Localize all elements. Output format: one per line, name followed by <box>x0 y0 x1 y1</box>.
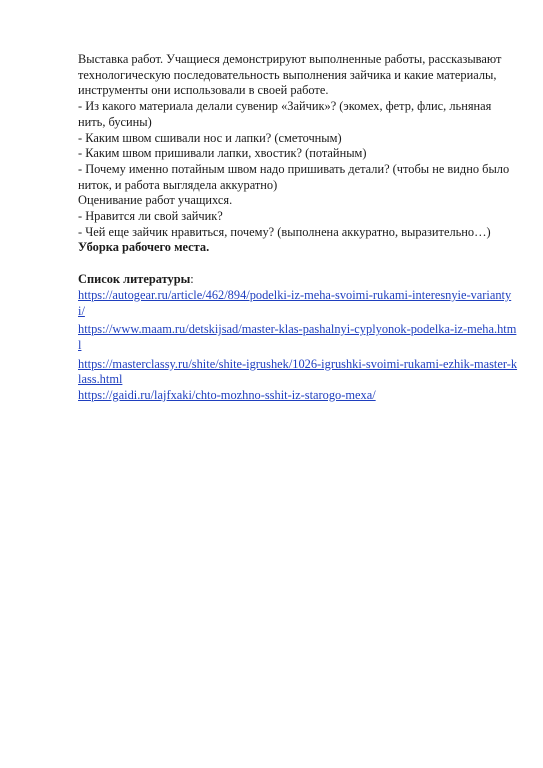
literature-link-gaidi[interactable]: https://gaidi.ru/lajfxaki/chto-mozhno-sshit-iz-starogo-mexa/ <box>78 388 376 403</box>
question-whose-else: - Чей еще зайчик нравиться, почему? (выполнена аккуратно, выразительно…) <box>78 224 491 239</box>
literature-list <box>78 288 518 404</box>
paragraph-exhibition: Выставка работ. Учащиеся демонстрируют выполненные работы, рассказывают технологическую последовательность выполнения зайчика и какие материалы, инструменты они использовали в своей работе. <box>78 52 502 98</box>
spacer <box>78 256 518 272</box>
literature-heading-text: Список литературы <box>78 272 191 287</box>
literature-link-masterclassy[interactable]: https://masterclassy.ru/shite/shite-igrushek/1026-igrushki-svoimi-rukami-ezhik-master-klass.html <box>78 356 518 387</box>
cleanup-heading: Уборка рабочего места. <box>78 240 210 255</box>
question-why-hidden-seam: - Почему именно потайным швом надо пришивать детали? (чтобы не видно было ниток, и работа выглядела аккуратно) <box>78 161 510 192</box>
literature-heading-colon: : <box>190 272 194 287</box>
question-paws-seam: - Каким швом пришивали лапки, хвостик? (потайным) <box>78 146 367 161</box>
question-nose-seam: - Каким швом сшивали нос и лапки? (сметочным) <box>78 130 342 145</box>
literature-link-autogear[interactable]: https://autogear.ru/article/462/894/podelki-iz-meha-svoimi-rukami-interesnyie-variantyi/ <box>78 287 512 318</box>
question-material: - Из какого материала делали сувенир «Зайчик»? (экомех, фетр, флис, льняная нить, бусины) <box>78 99 492 129</box>
question-like-own: - Нравится ли свой зайчик? <box>78 209 223 224</box>
evaluation-heading: Оценивание работ учащихся. <box>78 193 233 208</box>
document-body <box>78 52 518 407</box>
literature-heading <box>78 272 518 288</box>
literature-link-maam[interactable]: https://www.maam.ru/detskijsad/master-klas-pashalnyi-cyplyonok-podelka-iz-meha.html <box>78 322 517 352</box>
